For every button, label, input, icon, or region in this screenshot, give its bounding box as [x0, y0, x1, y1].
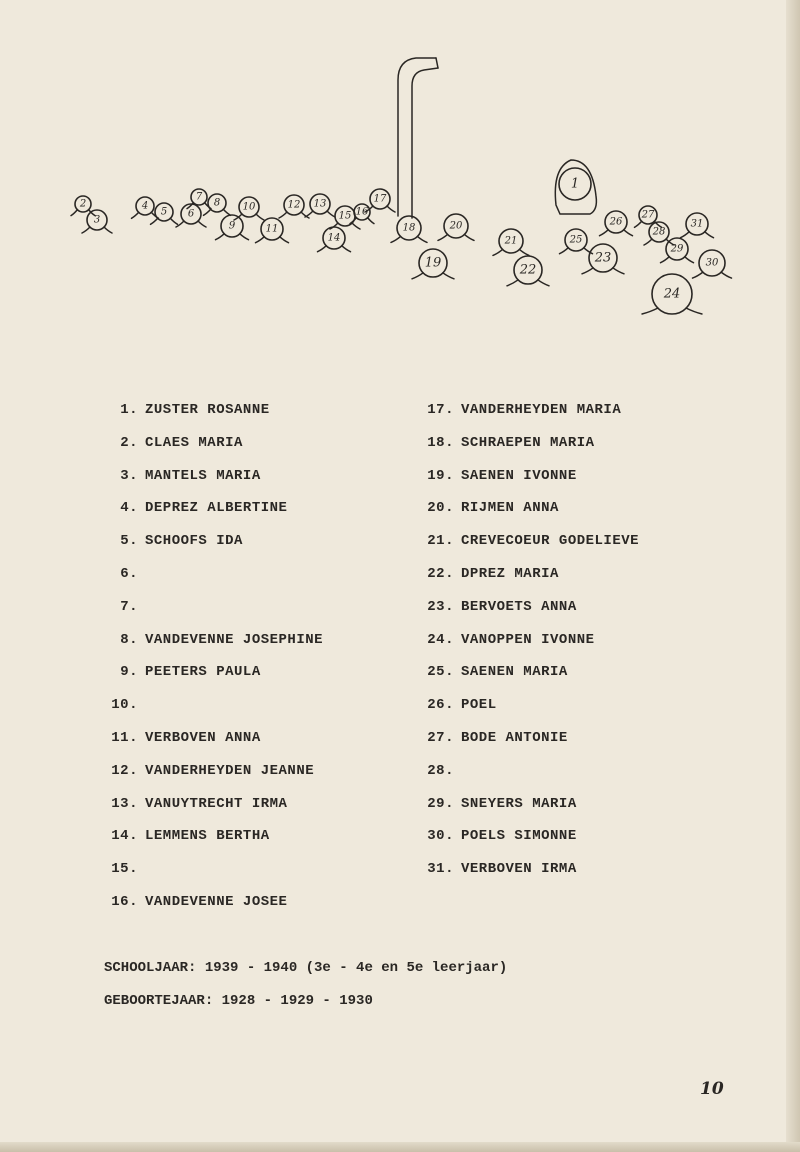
person-shoulders: [693, 272, 732, 278]
list-item-name: SAENEN IVONNE: [461, 467, 577, 484]
list-item-number: 15.: [111, 861, 138, 878]
list-item-number: 22.: [427, 565, 454, 582]
name-list-item: [416, 432, 639, 465]
person-number-label: 30: [705, 257, 719, 269]
list-item-number: 13.: [111, 795, 138, 812]
list-item-number: 1.: [120, 402, 138, 418]
name-list-item: [100, 760, 323, 793]
name-list-item: [100, 661, 323, 694]
list-item-number: 27.: [427, 729, 454, 746]
name-list-item: [100, 530, 323, 563]
person-marker: [560, 229, 593, 254]
person-marker: [305, 194, 335, 217]
person-marker: [279, 195, 309, 218]
person-number-label: 16: [355, 206, 369, 218]
person-number-label: 9: [228, 220, 236, 232]
name-list-item: [416, 793, 639, 826]
list-item-name: VERBOVEN IRMA: [461, 861, 577, 878]
name-list-item: [416, 694, 639, 727]
list-item-name: VANDERHEYDEN MARIA: [461, 402, 622, 418]
name-list-item: [416, 727, 639, 760]
list-item-number: 16.: [111, 893, 138, 910]
name-list-item: [416, 563, 639, 596]
person-marker: [391, 216, 427, 242]
name-list-item: [100, 629, 323, 662]
person-marker: [693, 250, 732, 278]
list-item-number: 14.: [111, 828, 138, 845]
name-list-item: [100, 596, 323, 629]
name-list-item: [416, 399, 639, 432]
list-item-name: VERBOVEN ANNA: [145, 729, 261, 746]
list-item-name: VANOPPEN IVONNE: [461, 631, 595, 648]
class-photo-key-drawing: [0, 40, 780, 340]
birth-year-line: GEBOORTEJAAR: 1928 - 1929 - 1930: [104, 993, 373, 1009]
name-list-item: [100, 563, 323, 596]
pipe-left-stroke: [398, 58, 436, 216]
person-number-label: 8: [213, 197, 221, 209]
name-list-left: [100, 399, 323, 924]
list-item-number: 10.: [111, 697, 138, 714]
person-number-label: 28: [652, 226, 666, 238]
list-item-name: BODE ANTONIE: [461, 729, 568, 746]
pipe-right-stroke: [412, 68, 438, 218]
name-list-item: [100, 694, 323, 727]
person-number-label: 7: [195, 191, 203, 203]
list-item-number: 5.: [120, 533, 138, 550]
list-item-number: 26.: [427, 697, 454, 714]
person-marker: [559, 168, 591, 200]
list-item-number: 18.: [427, 434, 454, 451]
person-marker: [350, 204, 374, 224]
person-number-label: 20: [449, 220, 463, 232]
person-number-label: 10: [242, 201, 256, 213]
list-item-number: 20.: [427, 500, 454, 517]
person-number-label: 23: [594, 250, 612, 266]
person-number-label: 5: [160, 206, 168, 218]
name-list-right: [416, 399, 639, 891]
list-item-name: DPREZ MARIA: [461, 565, 559, 582]
name-list-item: [416, 858, 639, 891]
person-marker: [216, 215, 249, 240]
page-edge-shadow: [786, 0, 800, 1152]
person-marker: [582, 244, 624, 274]
list-item-name: POEL: [461, 697, 497, 714]
list-item-number: 12.: [111, 762, 138, 779]
list-item-number: 19.: [427, 467, 454, 484]
list-item-name: PEETERS PAULA: [145, 664, 261, 681]
name-list-item: [100, 891, 323, 924]
person-number-label: 13: [313, 198, 327, 210]
list-item-name: VANDERHEYDEN JEANNE: [145, 762, 315, 779]
person-number-label: 17: [373, 193, 387, 205]
list-item-number: 8.: [120, 631, 138, 648]
name-list-item: [416, 760, 639, 793]
page-bottom-shadow: [0, 1142, 800, 1152]
name-list-item: [100, 825, 323, 858]
list-item-name: VANDEVENNE JOSEE: [145, 893, 288, 910]
list-item-number: 31.: [427, 861, 454, 878]
list-item-number: 25.: [427, 664, 454, 681]
name-list-item: [100, 465, 323, 498]
list-item-name: SCHRAEPEN MARIA: [461, 434, 595, 451]
person-number-label: 25: [569, 234, 583, 246]
pipe-end: [436, 58, 438, 68]
person-marker: [493, 229, 529, 255]
person-number-label: 1: [570, 176, 580, 192]
person-number-label: 6: [187, 208, 195, 220]
list-item-name: POELS SIMONNE: [461, 828, 577, 845]
person-number-label: 22: [519, 262, 537, 278]
person-number-label: 14: [327, 232, 341, 244]
person-marker: [82, 210, 112, 233]
list-item-name: LEMMENS BERTHA: [145, 828, 270, 845]
name-list-item: [100, 793, 323, 826]
person-shoulders: [507, 280, 549, 286]
person-marker: [132, 197, 159, 218]
list-item-name: SNEYERS MARIA: [461, 795, 577, 812]
name-list-item: [416, 629, 639, 662]
person-number-label: 21: [504, 235, 518, 247]
name-list-item: [100, 432, 323, 465]
list-item-number: 30.: [427, 828, 454, 845]
list-item-name: DEPREZ ALBERTINE: [145, 500, 288, 517]
person-number-label: 26: [609, 216, 623, 228]
person-shoulders: [642, 308, 702, 314]
list-item-name: MANTELS MARIA: [145, 467, 261, 484]
person-number-label: 31: [690, 218, 704, 230]
list-item-number: 23.: [427, 598, 454, 615]
person-marker: [600, 211, 633, 236]
page-number: 10: [700, 1079, 724, 1099]
person-marker: [661, 238, 694, 263]
person-marker: [438, 214, 474, 240]
person-marker: [234, 197, 264, 220]
person-marker: [412, 249, 454, 279]
list-item-number: 28.: [427, 762, 454, 779]
school-year-line: SCHOOLJAAR: 1939 - 1940 (3e - 4e en 5e leerjaar): [104, 960, 508, 976]
person-number-label: 2: [79, 198, 87, 210]
list-item-name: RIJMEN ANNA: [461, 500, 559, 517]
name-list-item: [416, 497, 639, 530]
person-shoulders: [412, 273, 454, 279]
person-number-label: 12: [287, 199, 301, 211]
person-number-label: 29: [670, 243, 684, 255]
person-number-label: 19: [424, 255, 442, 271]
person-marker: [365, 189, 395, 212]
person-number-label: 18: [402, 222, 416, 234]
list-item-name: BERVOETS ANNA: [461, 598, 577, 615]
list-item-number: 7.: [120, 598, 138, 615]
name-list-item: [416, 825, 639, 858]
list-item-number: 17.: [427, 402, 454, 418]
person-number-label: 15: [338, 210, 352, 222]
list-item-number: 9.: [120, 664, 138, 681]
name-list-item: [416, 465, 639, 498]
person-number-label: 3: [93, 214, 101, 226]
list-item-number: 11.: [111, 729, 138, 746]
list-item-number: 2.: [120, 434, 138, 451]
list-item-number: 6.: [120, 565, 138, 582]
person-number-label: 24: [663, 286, 681, 302]
person-number-label: 11: [265, 223, 279, 235]
list-item-number: 24.: [427, 631, 454, 648]
person-marker: [642, 274, 702, 314]
person-marker: [507, 256, 549, 286]
person-shoulders: [582, 268, 624, 274]
list-item-name: CLAES MARIA: [145, 434, 243, 451]
list-item-name: VANDEVENNE JOSEPHINE: [145, 631, 324, 648]
person-marker: [187, 189, 211, 209]
list-item-number: 29.: [427, 795, 454, 812]
name-list-item: [100, 727, 323, 760]
name-list-item: [100, 399, 323, 432]
name-list-item: [416, 661, 639, 694]
name-list-item: [100, 858, 323, 891]
list-item-number: 4.: [120, 500, 138, 517]
person-marker: [681, 213, 714, 238]
list-item-number: 21.: [427, 533, 454, 550]
person-number-label: 27: [641, 209, 655, 221]
list-item-name: SAENEN MARIA: [461, 664, 568, 681]
person-number-label: 4: [141, 200, 149, 212]
list-item-name: VANUYTRECHT IRMA: [145, 795, 288, 812]
list-item-name: ZUSTER ROSANNE: [145, 402, 270, 418]
person-marker: [318, 227, 351, 252]
person-marker: [256, 218, 289, 243]
list-item-name: SCHOOFS IDA: [145, 533, 243, 550]
person-marker: [176, 204, 206, 227]
name-list-item: [416, 530, 639, 563]
name-list-item: [100, 497, 323, 530]
person-marker: [635, 206, 662, 227]
name-list-item: [416, 596, 639, 629]
list-item-number: 3.: [120, 467, 138, 484]
list-item-name: CREVECOEUR GODELIEVE: [461, 533, 640, 550]
